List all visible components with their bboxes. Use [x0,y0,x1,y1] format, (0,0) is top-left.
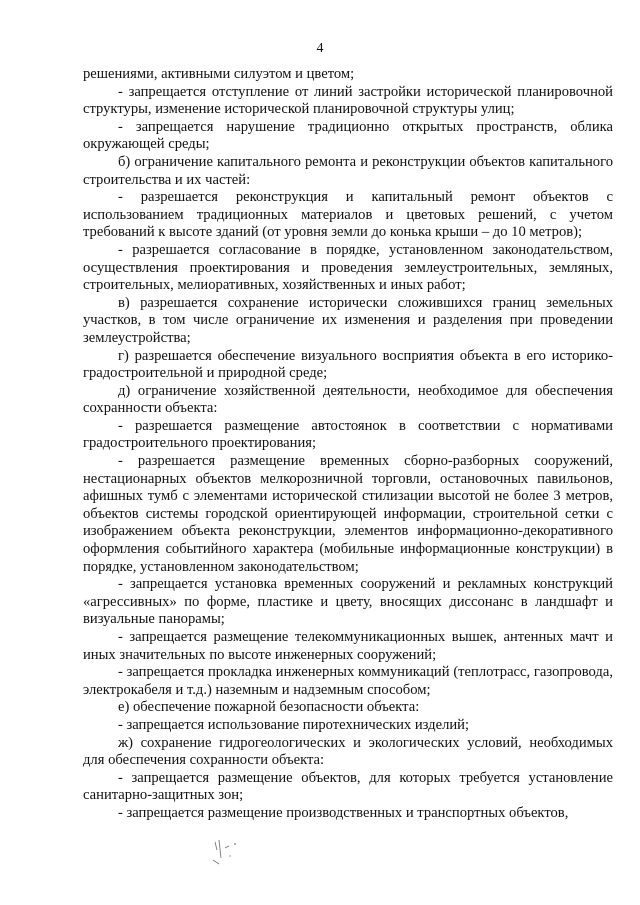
paragraph: - запрещается отступление от линий застройки исторической планировочной структуры, изменение исторической планировочной структуры улиц; [83,83,613,118]
paragraph: - запрещается размещение телекоммуникационных вышек, антенных мачт и иных значительных по высоте инженерных сооружений; [83,629,613,663]
scan-artifact-mark [205,838,245,868]
paragraph: - запрещается прокладка инженерных коммуникаций (теплотрасс, газопровода, электрокабеля и т.д.) наземным и надземным способом; [83,664,613,698]
paragraph: - запрещается нарушение традиционно открытых пространств, облика окружающей среды; [83,118,613,153]
paragraph: г) разрешается обеспечение визуального восприятия объекта в его историко-градостроительной и природной среде; [83,347,613,382]
paragraph: - запрещается установка временных сооружений и рекламных конструкций «агрессивных» по форме, пластике и цвету, вносящих диссонанс в ландшафт и визуальные панорамы; [83,576,613,628]
paragraph: б) ограничение капитального ремонта и реконструкции объектов капитального строительства и их частей: [83,153,613,188]
paragraph: - разрешается реконструкция и капитальный ремонт объектов с использованием традиционных материалов и цветовых решений, с учетом требований к высоте зданий (от уровня земли до конька крыши – до 10 метров); [83,189,613,241]
paragraph: - запрещается использование пиротехнических изделий; [118,716,470,733]
paragraph: в) разрешается сохранение исторически сложившихся границ земельных участков, в том числе ограничение их изменения и разделения при проведении землеустройства; [83,294,613,346]
paragraph: - запрещается размещение объектов, для которых требуется установление санитарно-защитных зон; [83,769,613,804]
paragraph: решениями, активными силуэтом и цветом; [83,66,355,82]
paragraph: - разрешается размещение автостоянок в соответствии с нормативами градостроительного проектирования; [83,417,613,452]
paragraph: - разрешается согласование в порядке, установленном законодательством, осуществления проектирования и проведения землеустроительных, земляных, строительных, мелиоративных, хозяйственных и иных работ; [83,241,613,294]
paragraph: - запрещается размещение производственных и транспортных объектов, [118,804,569,821]
paragraph: д) ограничение хозяйственной деятельности, необходимое для обеспечения сохранности объекта: [83,382,613,417]
document-body [83,66,613,823]
paragraph: - разрешается размещение временных сборно-разборных сооружений, нестационарных объектов мелкорозничной торговли, остановочных павильонов, афишных тумб с элементами исторической стилизации высотой не более 3 метров, объектов системы городской ориентирующей информации, строительной сетки с изображением объекта реконструкции, элементов информационно-декоративного оформления событийного характера (мобильные информационные конструкции) в порядке, установленном законодательством; [83,453,613,575]
page-number: 4 [316,41,324,56]
paragraph: е) обеспечение пожарной безопасности объекта: [118,699,420,716]
paragraph: ж) сохранение гидрогеологических и экологических условий, необходимых для обеспечения сохранности объекта: [83,734,613,769]
